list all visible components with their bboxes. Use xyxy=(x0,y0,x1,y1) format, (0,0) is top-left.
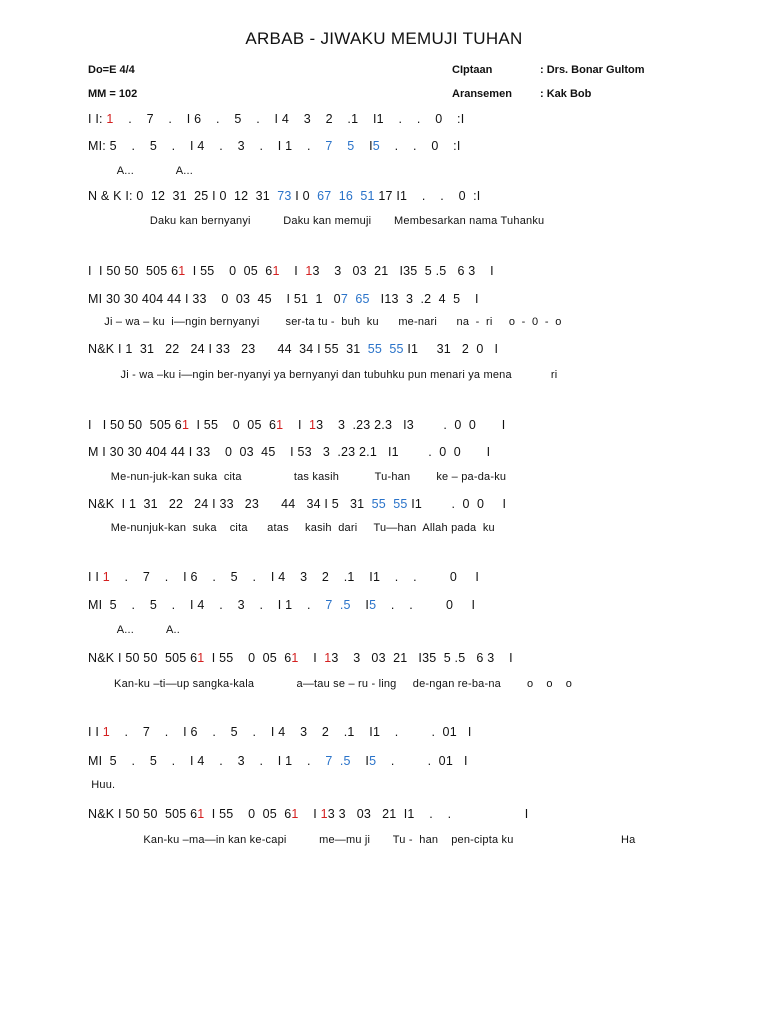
song-title: ARBAB - JIWAKU MEMUJI TUHAN xyxy=(245,29,523,48)
key-signature: Do=E 4/4 xyxy=(88,64,135,76)
highlighted-note-red: 1 xyxy=(197,807,205,821)
highlighted-note-red: 1 xyxy=(276,418,284,432)
lyric-line xyxy=(88,215,728,231)
notation-line xyxy=(88,112,728,128)
notation-segment: I13 3 .2 4 5 I xyxy=(369,292,479,306)
highlighted-note-blue: 7 65 xyxy=(340,292,370,306)
notation-segment xyxy=(333,139,348,153)
lyric-line xyxy=(88,522,728,538)
notation-segment: 3 3 03 21 I35 5 .5 6 3 I xyxy=(312,264,494,278)
notation-segment: N&K I 1 31 22 24 I 33 23 44 34 I 55 31 xyxy=(88,342,368,356)
notation-segment: I I 50 50 505 6 xyxy=(88,418,182,432)
notation-segment: 3 3 03 21 I35 5 .5 6 3 I xyxy=(331,651,513,665)
lyric-line xyxy=(88,678,728,694)
highlighted-note-red: 1 xyxy=(181,418,190,432)
tempo-marking: MM = 102 xyxy=(88,88,138,100)
notation-segment: I I xyxy=(88,725,103,739)
notation-segment: MI 5 . 5 . I 4 . 3 . I 1 . xyxy=(88,598,326,612)
lyric-line xyxy=(88,316,728,332)
notation-segment: I xyxy=(350,598,370,612)
notation-segment: MI: 5 . 5 . I 4 . 3 . I 1 . xyxy=(88,139,326,153)
notation-segment: . . 0 I xyxy=(376,598,476,612)
highlighted-note-blue: 7 .5 xyxy=(325,598,351,612)
notation-segment: 3 3 03 21 I1 . . I xyxy=(327,807,529,821)
notation-segment: . 7 . I 6 . 5 . I 4 3 2 .1 I1 . . 01 I xyxy=(109,725,472,739)
notation-segment: M I 30 30 404 44 I 33 0 03 45 I 53 3 .23 2.1 I1 . 0 0 I xyxy=(88,445,491,459)
notation-segment: Huu. xyxy=(88,779,116,791)
notation-segment: I I 50 50 505 6 xyxy=(88,264,179,278)
highlighted-note-red: 1 xyxy=(305,264,313,278)
notation-segment: Me-nunjuk-kan suka cita atas kasih dari Tu—han Allah pada ku xyxy=(88,522,495,534)
notation-line xyxy=(88,342,728,358)
highlighted-note-red: 1 xyxy=(178,264,186,278)
highlighted-note-red: 1 xyxy=(291,807,299,821)
notation-segment: Daku kan bernyanyi Daku kan memuji Membesarkan nama Tuhanku xyxy=(88,215,545,227)
notation-line xyxy=(88,189,728,205)
highlighted-note-blue: 67 16 51 xyxy=(317,189,375,203)
notation-line xyxy=(88,445,728,461)
notation-segment: I xyxy=(298,651,325,665)
lyric-line xyxy=(88,471,728,487)
highlighted-note-blue: 7 xyxy=(325,139,333,153)
notation-segment: I xyxy=(279,264,306,278)
lyric-line xyxy=(88,834,728,850)
notation-segment: I1 . 0 0 I xyxy=(407,497,507,511)
notation-segment: N&K I 1 31 22 24 I 33 23 44 34 I 5 31 xyxy=(88,497,372,511)
notation-segment: I 0 xyxy=(291,189,318,203)
notation-line xyxy=(88,570,728,586)
notation-line xyxy=(88,139,728,155)
highlighted-note-red: 1 xyxy=(308,418,317,432)
notation-segment: A... A... xyxy=(88,165,194,177)
notation-segment: . 7 . I 6 . 5 . I 4 3 2 .1 I1 . . 0 :I xyxy=(113,112,465,126)
notation-line xyxy=(88,807,728,823)
notation-line xyxy=(88,725,728,741)
highlighted-note-blue: 73 xyxy=(277,189,292,203)
lyric-line xyxy=(88,165,728,181)
notation-line xyxy=(88,651,728,667)
notation-segment: . 7 . I 6 . 5 . I 4 3 2 .1 I1 . . 0 I xyxy=(109,570,480,584)
notation-segment: I1 31 2 0 I xyxy=(403,342,499,356)
highlighted-note-blue: 5 xyxy=(369,754,377,768)
notation-segment: Me-nun-juk-kan suka cita tas kasih Tu-han ke – pa-da-ku xyxy=(88,471,507,483)
notation-segment: I 55 0 05 6 xyxy=(185,264,273,278)
highlighted-note-blue: 5 xyxy=(372,139,380,153)
highlighted-note-red: 1 xyxy=(197,651,205,665)
notation-line xyxy=(88,264,728,280)
notation-segment: Kan-ku –ti—up sangka-kala a—tau se – ru - ling de-ngan re-ba-na o o o xyxy=(88,678,573,690)
highlighted-note-red: 1 xyxy=(102,570,110,584)
highlighted-note-blue: 7 .5 xyxy=(325,754,351,768)
notation-segment: 3 3 .23 2.3 I3 . 0 0 I xyxy=(316,418,506,432)
notation-segment: N&K I 50 50 505 6 xyxy=(88,651,198,665)
notation-segment: MI 30 30 404 44 I 33 0 03 45 I 51 1 0 xyxy=(88,292,341,306)
arranger-value: : Kak Bob xyxy=(540,88,592,100)
notation-segment: N & K I: 0 12 31 25 I 0 12 31 xyxy=(88,189,278,203)
creator-value: : Drs. Bonar Gultom xyxy=(540,64,645,76)
notation-segment: I xyxy=(354,139,373,153)
notation-segment: I 55 0 05 6 xyxy=(204,807,292,821)
notation-segment: I xyxy=(298,807,321,821)
notation-line xyxy=(88,418,728,434)
highlighted-note-blue: 55 55 xyxy=(371,497,408,511)
notation-line xyxy=(88,754,728,770)
notation-segment: I xyxy=(350,754,370,768)
highlighted-note-blue: 5 xyxy=(347,139,355,153)
notation-segment: . . 01 I xyxy=(376,754,468,768)
notation-segment: I 55 0 05 6 xyxy=(204,651,292,665)
lyric-line xyxy=(88,624,728,640)
highlighted-note-blue: 5 xyxy=(369,598,377,612)
highlighted-note-red: 1 xyxy=(324,651,332,665)
notation-segment: I I: xyxy=(88,112,107,126)
notation-segment: A... A.. xyxy=(88,624,181,636)
notation-segment: Ji - wa –ku i—ngin ber-nyanyi ya bernyanyi dan tubuhku pun menari ya mena ri xyxy=(88,369,558,381)
highlighted-note-red: 1 xyxy=(106,112,114,126)
notation-line xyxy=(88,598,728,614)
arranger-label: Aransemen xyxy=(452,88,512,100)
notation-segment: N&K I 50 50 505 6 xyxy=(88,807,198,821)
notation-segment: Kan-ku –ma—in kan ke-capi me—mu ji Tu - han pen-cipta ku Ha xyxy=(88,834,636,846)
lyric-line xyxy=(88,779,728,795)
highlighted-note-red: 1 xyxy=(291,651,299,665)
creator-label: CIptaan xyxy=(452,64,493,76)
highlighted-note-red: 1 xyxy=(320,807,328,821)
notation-line xyxy=(88,292,728,308)
notation-segment: MI 5 . 5 . I 4 . 3 . I 1 . xyxy=(88,754,326,768)
notation-segment: 17 I1 . . 0 :I xyxy=(374,189,481,203)
notation-line xyxy=(88,497,728,513)
notation-segment: Ji – wa – ku i—ngin bernyanyi ser-ta tu - buh ku me-nari na - ri o - 0 - o xyxy=(88,316,562,328)
notation-segment: I 55 0 05 6 xyxy=(189,418,277,432)
highlighted-note-red: 1 xyxy=(272,264,280,278)
highlighted-note-blue: 55 55 xyxy=(367,342,404,356)
notation-segment: I I xyxy=(88,570,103,584)
notation-segment: . . 0 :I xyxy=(379,139,461,153)
highlighted-note-red: 1 xyxy=(102,725,110,739)
lyric-line xyxy=(88,369,728,385)
notation-segment: I xyxy=(283,418,309,432)
